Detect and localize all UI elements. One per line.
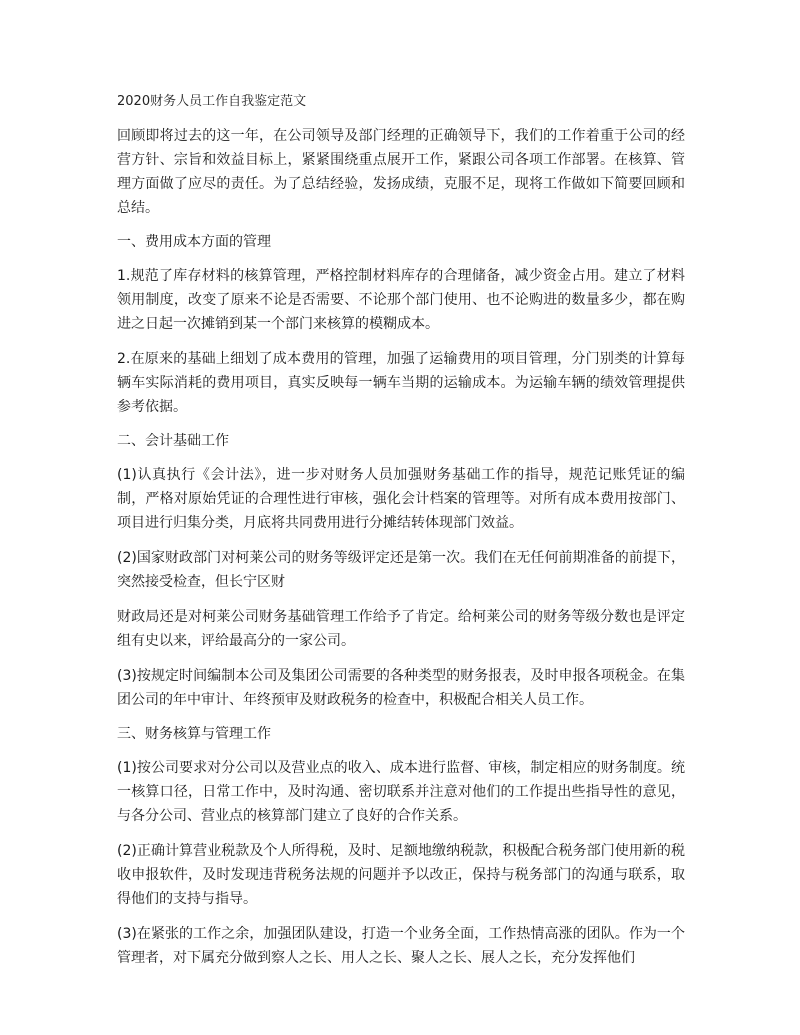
intro-paragraph: 回顾即将过去的这一年，在公司领导及部门经理的正确领导下，我们的工作着重于公司的经营方针、宗旨和效益目标上，紧紧围绕重点展开工作，紧跟公司各项工作部署。在核算、管理方面做了应尽的责任。为了总结经验，发扬成绩，克服不足，现将工作做如下简要回顾和总结。 [117,128,685,216]
paragraph: 1.规范了库存材料的核算管理，严格控制材料库存的合理储备，减少资金占用。建立了材料领用制度，改变了原来不论是否需要、不论那个部门使用、也不论购进的数量多少，都在购进之日起一次摊销到某一个部门来核算的模糊成本。 [117,268,685,332]
section-heading-financial-accounting: 三、财务核算与管理工作 [117,726,271,742]
paragraph: (2)国家财政部门对柯莱公司的财务等级评定还是第一次。我们在无任何前期准备的前提下，突然接受检查，但长宁区财 [117,550,685,590]
paragraph: (1)认真执行《会计法》，进一步对财务人员加强财务基础工作的指导，规范记账凭证的编制，严格对原始凭证的合理性进行审核，强化会计档案的管理等。对所有成本费用按部门、项目进行归集分类，月底将共同费用进行分摊结转体现部门效益。 [117,467,685,531]
paragraph: (1)按公司要求对分公司以及营业点的收入、成本进行监督、审核，制定相应的财务制度。统一核算口径，日常工作中，及时沟通、密切联系并注意对他们的工作提出些指导性的意见，与各分公司、营业点的核算部门建立了良好的合作关系。 [117,760,685,824]
section-heading-cost-management: 一、费用成本方面的管理 [117,234,271,250]
paragraph: (3)按规定时间编制本公司及集团公司需要的各种类型的财务报表，及时申报各项税金。在集团公司的年中审计、年终预审及财政税务的检查中，积极配合相关人员工作。 [117,668,685,708]
paragraph: (3)在紧张的工作之余，加强团队建设，打造一个业务全面，工作热情高涨的团队。作为一个管理者，对下属充分做到察人之长、用人之长、聚人之长、展人之长，充分发挥他们 [117,926,685,966]
section-heading-accounting-basics: 二、会计基础工作 [117,433,229,449]
paragraph: 2.在原来的基础上细划了成本费用的管理，加强了运输费用的项目管理，分门别类的计算每辆车实际消耗的费用项目，真实反映每一辆车当期的运输成本。为运输车辆的绩效管理提供参考依据。 [117,351,685,415]
paragraph: (2)正确计算营业税款及个人所得税，及时、足额地缴纳税款，积极配合税务部门使用新的税收申报软件，及时发现违背税务法规的问题并予以改正，保持与税务部门的沟通与联系，取得他们的支持与指导。 [117,843,685,907]
document-page [117,92,685,981]
document-title: 2020财务人员工作自我鉴定范文 [117,94,307,109]
paragraph: 财政局还是对柯莱公司财务基础管理工作给予了肯定。给柯莱公司的财务等级分数也是评定组有史以来，评给最高分的一家公司。 [117,609,685,649]
